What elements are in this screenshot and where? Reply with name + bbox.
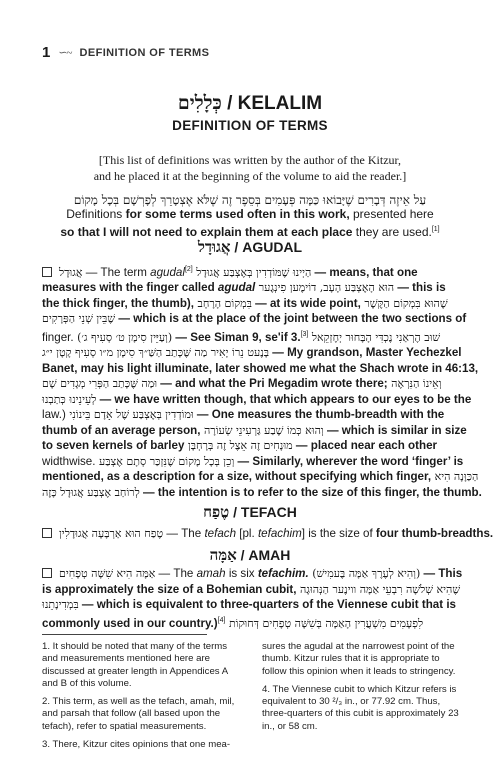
footnote-3-continued: sures the agudal at the narrowest point of the thumb. Kitzur rules that it is appropriate to follow this opinion when it leads to stringency. bbox=[262, 641, 456, 677]
checkbox-bullet-icon bbox=[42, 568, 52, 578]
entry-term: tefachim. bbox=[257, 567, 309, 580]
entry-text-bold: to seven kernels of barley bbox=[42, 439, 185, 453]
entry-text-bold: — One measures the thumb-breadth with the bbox=[193, 408, 445, 422]
entry-hebrew: בִּמְדִינָתֵנוּ bbox=[42, 598, 79, 611]
heading-english: / AGUDAL bbox=[230, 239, 303, 255]
entry-text: — The bbox=[155, 567, 197, 580]
entry-hebrew: לְרוֹחַב אֶצְבַּע אֲגוּדָל כָּזֶה bbox=[42, 485, 140, 499]
entry-hebrew: שֶׁהִיא שְׁלֹשָׁה רִבְעֵי אַמָּה ווינֶער הַנְּהוּגָה bbox=[296, 582, 461, 596]
entry-hebrew: שֶׁהוּא בִּמְקוֹם הַקֶּשֶׁר bbox=[360, 296, 448, 310]
entry-text-bold: — which is similar in size bbox=[323, 423, 467, 437]
entry-text: — The bbox=[163, 527, 205, 540]
entry-term: tefach bbox=[204, 527, 237, 540]
ornament-icon: ∽~ bbox=[58, 47, 72, 59]
intro-line-2: and he placed it at the beginning of the volume to aid the reader.] bbox=[93, 169, 407, 183]
footnote-3: 3. There, Kitzur cites opinions that one mea- bbox=[42, 739, 231, 751]
entry-text-bold: four thumb-breadths. bbox=[375, 527, 494, 540]
entry-hebrew: וּמוֹדְדִין בְּאֶצְבַּע שֶׁל אָדָם בֵּינוֹנִי bbox=[65, 408, 194, 422]
title-block bbox=[0, 92, 500, 133]
page-subtitle: DEFINITION OF TERMS bbox=[172, 118, 328, 133]
entry-text-bold: — My grandson, Master Yechezkel bbox=[269, 346, 462, 360]
entry-amah bbox=[42, 566, 462, 631]
checkbox-bullet-icon bbox=[42, 528, 52, 538]
entry-text-bold: measures with the finger called bbox=[42, 281, 218, 295]
entry-text: [pl. bbox=[236, 527, 258, 540]
entry-agudal bbox=[42, 262, 482, 500]
footnote-ref: [2] bbox=[184, 266, 193, 273]
entry-text-bold: is approximately the size of a Bohemian cubit, bbox=[42, 582, 297, 596]
section-heading-amah bbox=[0, 546, 500, 565]
intro-line-1: [This list of definitions was written by the author of the Kitzur, bbox=[98, 153, 402, 167]
footnote-ref: [1] bbox=[431, 226, 440, 233]
entry-text-bold: mentioned, as a description for a size, without specifying which finger, bbox=[42, 470, 432, 484]
section-heading-tefach bbox=[0, 503, 500, 522]
heading-hebrew: אֲגוּדָל bbox=[197, 238, 231, 256]
entry-text-bold: — and what the Pri Megadim wrote there; bbox=[157, 377, 388, 391]
entry-term: agudal bbox=[150, 265, 185, 279]
entry-hebrew: הַכַּוָּנָה הִיא bbox=[431, 470, 479, 484]
entry-text-bold: Banet, may his light illuminate, later showed me what the Shach wrote in 46:13, bbox=[42, 361, 479, 375]
entry-text: ] is the size of bbox=[301, 527, 376, 540]
footnote-2: 2. This term, as well as the tefach, amah, mil, and parsah that follow (all based upon the tefach), refer to spatial measurements. bbox=[42, 696, 235, 732]
entry-term: tefachim bbox=[257, 527, 302, 540]
entry-text-bold: — we have written though, that which appears to our eyes to be the bbox=[96, 392, 472, 406]
page-number: 1 bbox=[42, 44, 51, 61]
heading-hebrew: טֶפַח bbox=[203, 503, 230, 521]
entry-hebrew: אֲגוּדָל bbox=[59, 265, 83, 279]
entry-hebrew: לִפְעָמִים מִשְׁעֲרִין הָאַמָּה בְּשִׁשָּׁה טְפָחִים דְּחוּקוֹת bbox=[225, 616, 424, 630]
entry-hebrew: וְהוּא כְּמוֹ שֶׁבַע גַּרְעִינֵי שְׂעוֹרָה bbox=[200, 423, 324, 437]
intro-text-bold: for some terms used often in this work, bbox=[125, 207, 350, 221]
entry-text: finger. bbox=[42, 330, 74, 344]
entry-text-bold: commonly used in our country.) bbox=[42, 616, 218, 630]
intro-text: Definitions bbox=[66, 207, 126, 221]
intro-note bbox=[60, 152, 440, 184]
entry-text-bold: — See Siman 9, se'if 3. bbox=[172, 330, 301, 344]
entry-hebrew: וּמַה שֶּׁכָּתַב הַפְּרִי מְגָדִים שָׁם bbox=[42, 377, 158, 391]
entry-text-bold: — which is equivalent to three-quarters of the Viennese cubit that is bbox=[78, 598, 456, 611]
footnote-4: 4. The Viennese cubit to which Kitzur refers is equivalent to 30 ²/₃ in., or 77.92 cm. Thus, three-quarters of this cubit is approximately 23 in., or 58 cm. bbox=[262, 683, 459, 732]
footnotes-left-column bbox=[42, 641, 242, 757]
intro-hebrew: עַל אֵיזֶה דְּבָרִים שֶׁיָּבוֹאוּ כַּמָּה פְּעָמִים בְּסֵפֶר זֶה שֶׁלֹּא אֶצְטָרֵךְ לְפָרְשָׁם בְּכָל מָקוֹם bbox=[73, 193, 427, 207]
heading-english: / TEFACH bbox=[229, 504, 297, 520]
heading-hebrew: אַמָּה bbox=[209, 546, 237, 564]
entry-hebrew: הַיְינוּ שֶׁמּוֹדְדִין בְּאֶצְבַּע אֲגוּדָל bbox=[192, 265, 312, 279]
entry-text-bold: — Similarly, wherever the word ‘finger’ is bbox=[234, 454, 464, 468]
entry-text-bold: — This bbox=[420, 567, 463, 580]
entry-text-bold: — this is bbox=[394, 281, 446, 295]
title-english: / KELALIM bbox=[221, 93, 323, 114]
entry-text: — The term bbox=[82, 265, 151, 279]
running-head bbox=[42, 44, 209, 61]
intro-text: they are used. bbox=[352, 225, 432, 239]
footnote-ref: [4] bbox=[217, 616, 226, 624]
entry-hebrew: וְכֵן בְּכָל מָקוֹם שֶׁנִּזְכַּר סְתָם אֶצְבַּע bbox=[95, 454, 235, 468]
entry-term: agudal bbox=[217, 281, 256, 295]
entry-term: amah bbox=[196, 567, 226, 580]
title-hebrew: כְּלָלִים bbox=[177, 92, 222, 114]
entry-text: law.) bbox=[42, 408, 66, 422]
entry-hebrew: שֶׁבֵּין שְׁנֵי הַפְּרָקִים bbox=[42, 312, 116, 326]
entry-hebrew: בִּמְקוֹם הָרָחָב bbox=[194, 296, 252, 310]
entry-tefach bbox=[42, 526, 494, 542]
entry-hebrew: שׁוּב הֶרְאַנִי נֶכְדִּי הָבָּחוּר יְחֶזְקֵאל bbox=[308, 330, 441, 344]
entry-hebrew: בָּנֶעט נֵרוֹ יָאִיר מַה שֶּׁכָּתַב הַשַּׁ״ךְ סִימָן מ״ו סְעִיף קָטָן י״ג bbox=[42, 346, 270, 360]
intro-english bbox=[58, 207, 442, 240]
entry-text-bold: — at its wide point, bbox=[251, 296, 361, 310]
heading-english: / AMAH bbox=[236, 547, 291, 563]
page-title bbox=[0, 92, 500, 115]
intro-text-bold: so that I will not need to explain them at each place bbox=[60, 225, 353, 239]
entry-hebrew: לְעֵינֵינוּ כְּתַבְנוּ bbox=[42, 392, 97, 406]
entry-text: is six bbox=[225, 567, 258, 580]
section-heading-agudal bbox=[0, 238, 500, 257]
entry-text-bold: thumb of an average person, bbox=[42, 423, 201, 437]
entry-text-bold: — placed near each other bbox=[292, 439, 438, 453]
entry-hebrew: טֶפַח הוּא אַרְבָּעָה אֲגוּדָלִין bbox=[59, 527, 164, 540]
checkbox-bullet-icon bbox=[42, 267, 52, 277]
entry-hebrew: וְאֵינוֹ הַנִּרְאֶה bbox=[387, 377, 442, 391]
entry-hebrew: הוּא הָאֶצְבַּע הָעָב, דוֹימֶען פִינְגֶער bbox=[255, 281, 395, 295]
entry-text: widthwise. bbox=[42, 454, 96, 468]
entry-text-bold: the thick finger, the thumb), bbox=[42, 296, 195, 310]
footnote-ref: [3] bbox=[300, 330, 309, 338]
entry-hebrew: (וְהִיא לְעֶרֶךְ אַמָּה בֶּעמִישׁ) bbox=[308, 567, 421, 580]
entry-hebrew: אַמָּה הִיא שִׁשָּׁה טְפָחִים bbox=[59, 567, 156, 580]
entry-text-bold: — the intention is to refer to the size of this finger, the thumb. bbox=[139, 485, 482, 499]
entry-text-bold: — which is at the place of the joint between the two sections of bbox=[115, 312, 467, 326]
intro-text: presented here bbox=[349, 207, 434, 221]
footnotes-right-column bbox=[262, 641, 462, 739]
entry-hebrew: (וְעַיֵּין סִימָן ט׳ סְעִיף ג׳) bbox=[73, 330, 173, 344]
footnote-divider bbox=[42, 634, 207, 635]
entry-text-bold: — means, that one bbox=[311, 265, 418, 279]
entry-hebrew: מוּנָחִים זֶה אֵצֶל זֶה בְּרָחְבָּן bbox=[184, 439, 293, 453]
footnote-1: 1. It should be noted that many of the terms and measurements mentioned here are discussed at greater length in Appendices A and B of this volume. bbox=[42, 641, 228, 689]
running-title: DEFINITION OF TERMS bbox=[79, 46, 210, 59]
